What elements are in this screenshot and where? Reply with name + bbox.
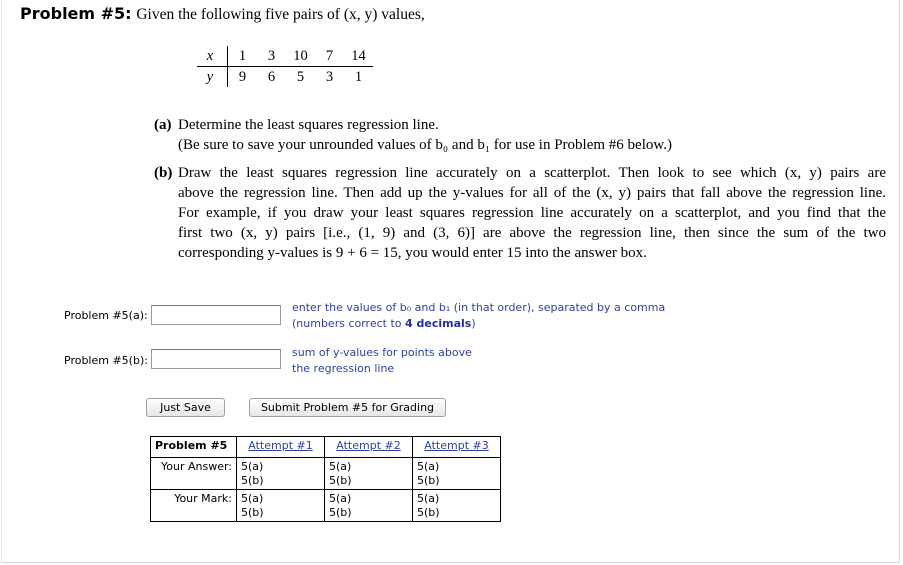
- part-b-label: (b): [154, 165, 173, 181]
- x-value: 1: [228, 46, 258, 67]
- your-answer-label: Your Answer:: [151, 458, 237, 490]
- attempt-3-mark: 5(a) 5(b): [413, 490, 501, 522]
- attempt-1-answer: 5(a) 5(b): [237, 458, 325, 490]
- field-a-hint: [292, 300, 665, 331]
- just-save-button[interactable]: Just Save: [146, 398, 225, 417]
- x-label: x: [197, 46, 228, 67]
- attempt-2-mark: 5(a) 5(b): [325, 490, 413, 522]
- field-b-hint: [292, 345, 472, 376]
- attempt-3-link[interactable]: Attempt #3: [413, 437, 501, 458]
- field-a-hint-line2: (numbers correct to 4 decimals): [292, 316, 476, 330]
- x-value: 10: [286, 46, 315, 67]
- attempt-1-link[interactable]: Attempt #1: [237, 437, 325, 458]
- field-a-label: Problem #5(a):: [64, 309, 148, 322]
- xy-values-table: [197, 46, 373, 87]
- problem-title: Problem #5:: [20, 4, 132, 23]
- y-value: 9: [238, 68, 247, 85]
- attempt-2-link[interactable]: Attempt #2: [325, 437, 413, 458]
- field-b-hint-line2: the regression line: [292, 361, 395, 375]
- attempt-1-mark: 5(a) 5(b): [237, 490, 325, 522]
- attempt-3-answer: 5(a) 5(b): [417, 460, 440, 487]
- attempts-table: [150, 436, 501, 522]
- field-b-hint-line1: sum of y-values for points above: [292, 346, 472, 359]
- y-value: 1: [354, 68, 363, 85]
- part-a-line: Determine the least squares regression line.: [178, 117, 439, 133]
- field-b-label: Problem #5(b):: [64, 354, 148, 367]
- attempt-2-answer: 5(a) 5(b): [325, 458, 413, 490]
- part-a-line: (Be sure to save your unrounded values of b₀ and b₁ for use in Problem #6 below.): [178, 137, 672, 153]
- attempts-corner-header: Problem #5: [151, 437, 237, 458]
- answer-5b-input[interactable]: [151, 349, 281, 369]
- y-value: 3: [325, 68, 334, 85]
- part-b-line: Draw the least squares regression line accurately on a scatterplot. Then look to see which (x, y) pairs are: [178, 165, 886, 181]
- y-label: y: [197, 67, 228, 88]
- part-a-label: (a): [154, 117, 172, 133]
- part-b-line: For example, if you draw your least squares regression line accurately on a scatterplot, and you find that the: [178, 205, 886, 221]
- x-value: 3: [257, 46, 286, 67]
- x-value: 7: [315, 46, 344, 67]
- field-a-hint-line1: enter the values of b₀ and b₁ (in that order), separated by a comma: [292, 301, 666, 314]
- part-b-line: first two (x, y) pairs [i.e., (1, 9) and (3, 6)] are above the regression line, then since the sum of the two: [178, 225, 886, 241]
- submit-grading-button[interactable]: Submit Problem #5 for Grading: [249, 398, 446, 417]
- problem-heading: [20, 4, 425, 24]
- answer-5a-input[interactable]: [151, 305, 281, 325]
- y-value: 6: [267, 68, 276, 85]
- part-b-line: corresponding y-values is 9 + 6 = 15, you would enter 15 into the answer box.: [178, 245, 647, 261]
- part-b-line: above the regression line. Then add up the y-values for all of the (x, y) pairs that fall above the regression line.: [178, 185, 886, 201]
- your-mark-label: Your Mark:: [151, 490, 237, 522]
- y-value: 5: [296, 68, 305, 85]
- x-value: 14: [344, 46, 373, 67]
- problem-intro: Given the following five pairs of (x, y) values,: [136, 6, 425, 23]
